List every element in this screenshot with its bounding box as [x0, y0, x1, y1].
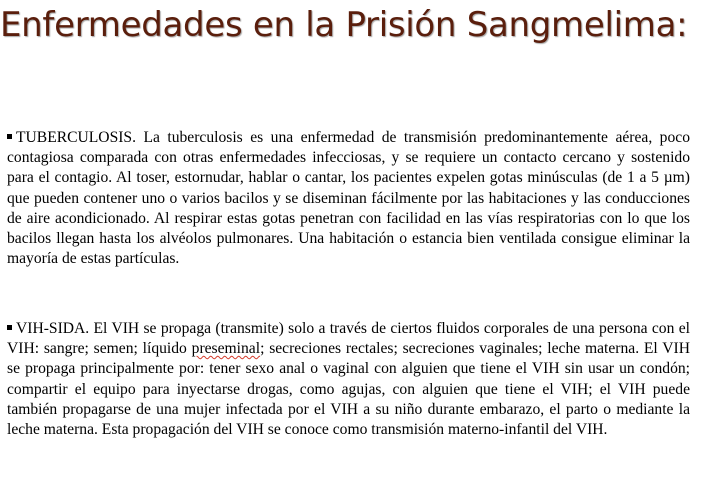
misspelled-word[interactable]: preseminal: [191, 340, 261, 358]
paragraph-vih-text-before: VIH-SIDA. El VIH se propaga (transmite) solo a través de ciertos fluidos corporales de una persona con el VIH: sangre; semen; líquido: [7, 320, 690, 358]
paragraph-text: [7, 319, 690, 440]
paragraph-vih-text-after: ; secreciones rectales; secreciones vaginales; leche materna. El VIH se propaga principalmente por: tener sexo anal o vaginal con alguien que tiene el VIH sin usar un condón; compartir el equipo para inyectarse drogas, como agujas, con alguien que tiene el VIH; el VIH puede también propagarse de una mujer infectada por el VIH a su niño durante embarazo, el parto o mediante la leche materna. Esta propagación del VIH se conoce como transmisión materno-infantil del VIH.: [7, 340, 690, 439]
paragraph-tuberculosis-text: TUBERCULOSIS. La tuberculosis es una enfermedad de transmisión predominantemente aérea, poco contagiosa comparada con otras enfermedades infecciosas, y se requiere un contacto cercano y sostenido para el contagio. Al toser, estornudar, hablar o cantar, los pacientes expelen gotas minúsculas (de 1 a 5 µm) que pueden contener uno o varios bacilos y se diseminan fácilmente por las habitaciones y las conducciones de aire acondicionado. Al respirar estas gotas penetran con facilidad en las vías respiratorias con lo que los bacilos llegan hasta los alvéolos pulmonares. Una habitación o estancia bien ventilada consigue eliminar la mayoría de estas partículas.: [7, 129, 690, 268]
square-bullet-icon: [7, 325, 12, 330]
slide-title: Enfermedades en la Prisión Sangmelima:: [0, 5, 688, 45]
paragraph-tuberculosis: [7, 128, 690, 269]
square-bullet-icon: [7, 134, 12, 139]
paragraph-vih-sida: [7, 319, 690, 440]
paragraph-text: [7, 128, 690, 269]
